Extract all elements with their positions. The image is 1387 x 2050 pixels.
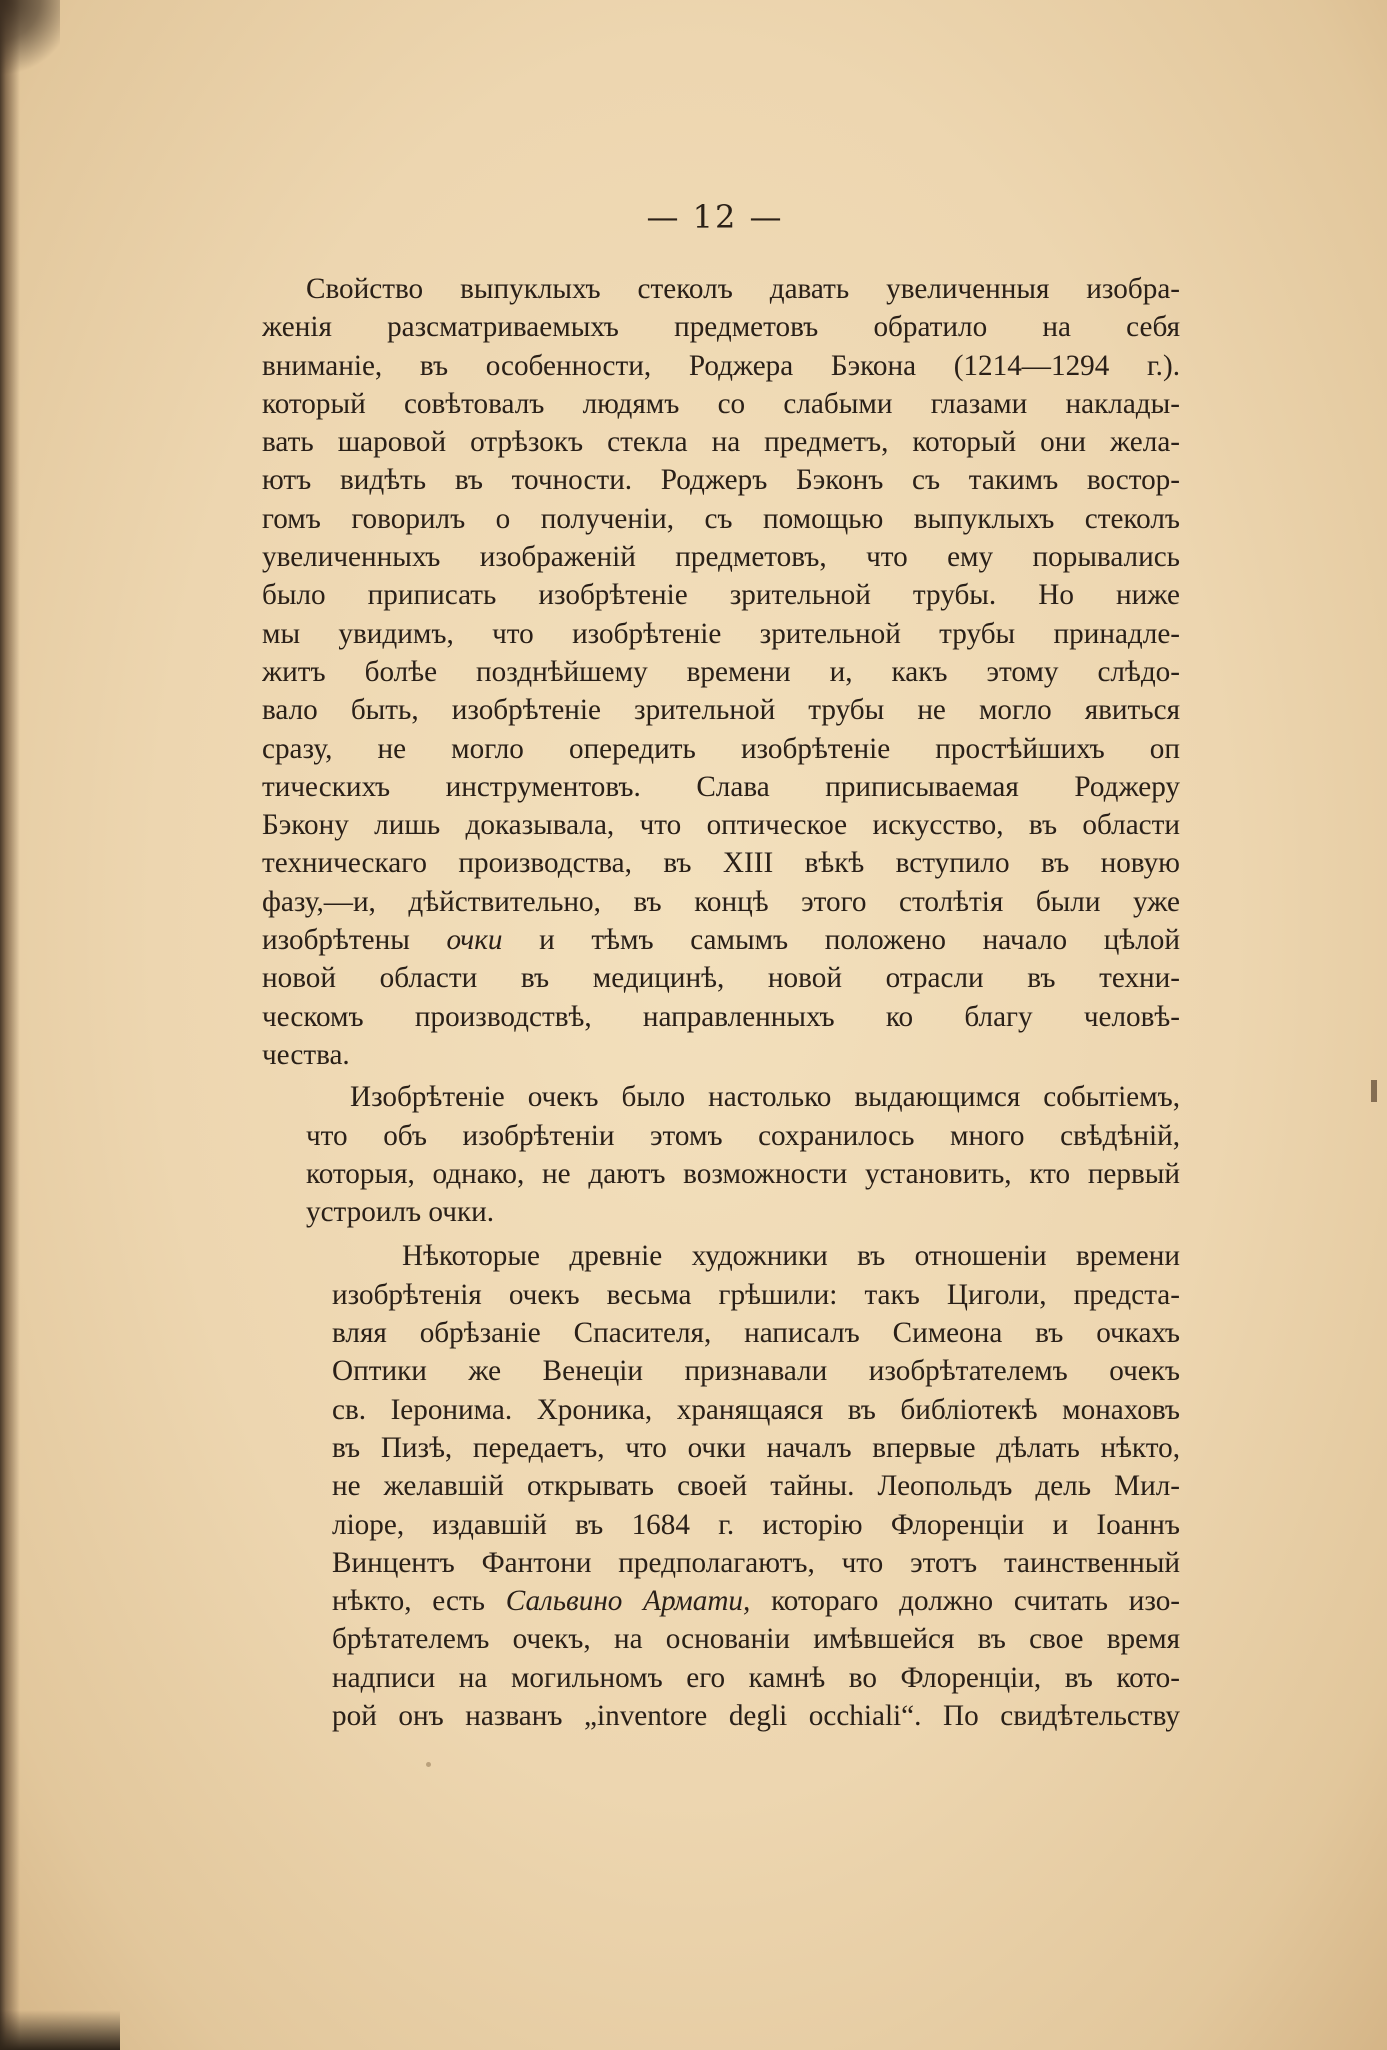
text-line: Винцентъ Фантони предполагаютъ, что этотъ таинственный	[332, 1546, 1180, 1579]
text-segment: нѣкто, есть	[332, 1585, 485, 1618]
body-text	[262, 270, 1180, 1735]
text-line: что объ изобрѣтеніи этомъ сохранилось много свѣдѣній,	[306, 1119, 1180, 1152]
text-line: брѣтателемъ очекъ, на основаніи имѣвшейся въ свое время	[332, 1623, 1180, 1656]
text-line: въ Пизѣ, передаетъ, что очки началъ впервые дѣлать нѣкто,	[332, 1431, 1180, 1464]
text-line: увеличенныхъ изображеній предметовъ, что ему порывались	[262, 541, 1180, 574]
text-line: надписи на могильномъ его камнѣ во Флоренціи, въ кото-	[332, 1661, 1180, 1694]
text-line: вляя обрѣзаніе Спасителя, написалъ Симеона въ очкахъ	[332, 1317, 1180, 1350]
text-line: рой онъ названъ „inventore degli occhiali“. По свидѣтельству	[332, 1699, 1180, 1732]
text-line: Оптики же Венеціи признавали изобрѣтателемъ очекъ	[332, 1355, 1180, 1388]
text-line: ческомъ производствѣ, направленныхъ ко благу человѣ-	[262, 1000, 1180, 1033]
text-line: св. Іеронима. Хроника, хранящаяся въ библіотекѣ монаховъ	[332, 1393, 1180, 1426]
text-line: женія разсматриваемыхъ предметовъ обратило на себя	[262, 311, 1180, 344]
text-line: ліоре, издавшій въ 1684 г. исторію Флоренціи и Іоаннъ	[332, 1508, 1180, 1541]
text-line: вниманіе, въ особенности, Роджера Бэкона (1214—1294 г.).	[262, 349, 1180, 382]
text-line: Бэкону лишь доказывала, что оптическое искусство, въ области	[262, 809, 1180, 842]
page-number: — 12 —	[646, 198, 784, 236]
italic-name: Сальвино Армати,	[505, 1585, 751, 1618]
text-line: мы увидимъ, что изобрѣтеніе зрительной трубы принадле-	[262, 617, 1180, 650]
text-line: устроилъ очки.	[306, 1196, 495, 1229]
text-line-with-italic	[262, 1582, 1180, 1620]
text-segment: и тѣмъ самымъ положено начало цѣлой	[539, 924, 1180, 957]
text-line: изобрѣтенія очекъ весьма грѣшили: такъ Циголи, предста-	[332, 1278, 1180, 1311]
text-line: было приписать изобрѣтеніе зрительной трубы. Но ниже	[262, 579, 1180, 612]
text-line: не желавшій открывать своей тайны. Леопольдъ дель Мил-	[332, 1470, 1180, 1503]
text-line: чества.	[262, 1038, 350, 1071]
text-line: ютъ видѣть въ точности. Роджеръ Бэконъ съ такимъ востор-	[262, 464, 1180, 497]
text-line: которыя, однако, не даютъ возможности установить, кто первый	[306, 1157, 1180, 1190]
page-corner-shadow	[0, 0, 60, 80]
text-line: Изобрѣтеніе очекъ было настолько выдающимся событіемъ,	[350, 1081, 1180, 1114]
italic-term: очки	[446, 924, 503, 957]
text-line: сразу, не могло опередить изобрѣтеніе простѣйшихъ оп	[262, 732, 1180, 765]
paper-stain	[426, 1762, 431, 1767]
paragraph-1	[262, 270, 1180, 1074]
text-segment: изобрѣтены	[262, 924, 410, 957]
text-line: который совѣтовалъ людямъ со слабыми глазами наклады-	[262, 387, 1180, 420]
page-left-edge-shadow	[0, 0, 20, 2050]
text-line: техническаго производства, въ XIII вѣкѣ вступило въ новую	[262, 847, 1180, 880]
text-line: житъ болѣе позднѣйшему времени и, какъ этому слѣдо-	[262, 655, 1180, 688]
text-line: новой области въ медицинѣ, новой отрасли въ техни-	[262, 962, 1180, 995]
text-line: вать шаровой отрѣзокъ стекла на предметъ, который они жела-	[262, 426, 1180, 459]
page-edge-mark	[1371, 1080, 1377, 1102]
text-line: Свойство выпуклыхъ стеколъ давать увеличенныя изобра-	[306, 273, 1180, 305]
text-line: гомъ говорилъ о полученіи, съ помощью выпуклыхъ стеколъ	[262, 502, 1180, 535]
paragraph-2	[262, 1078, 1180, 1231]
text-line-with-italic	[262, 921, 1180, 959]
text-line: фазу,—и, дѣйствительно, въ концѣ этого столѣтія были уже	[262, 885, 1180, 918]
text-line: Нѣкоторые древніе художники въ отношеніи времени	[402, 1240, 1180, 1273]
text-line: вало быть, изобрѣтеніе зрительной трубы не могло явиться	[262, 694, 1180, 727]
page-bottom-shadow	[0, 2010, 120, 2050]
text-line: тическихъ инструментовъ. Слава приписываемая Роджеру	[262, 770, 1180, 803]
paragraph-3	[262, 1237, 1180, 1735]
text-segment: котораго должно считать изо-	[771, 1585, 1180, 1618]
